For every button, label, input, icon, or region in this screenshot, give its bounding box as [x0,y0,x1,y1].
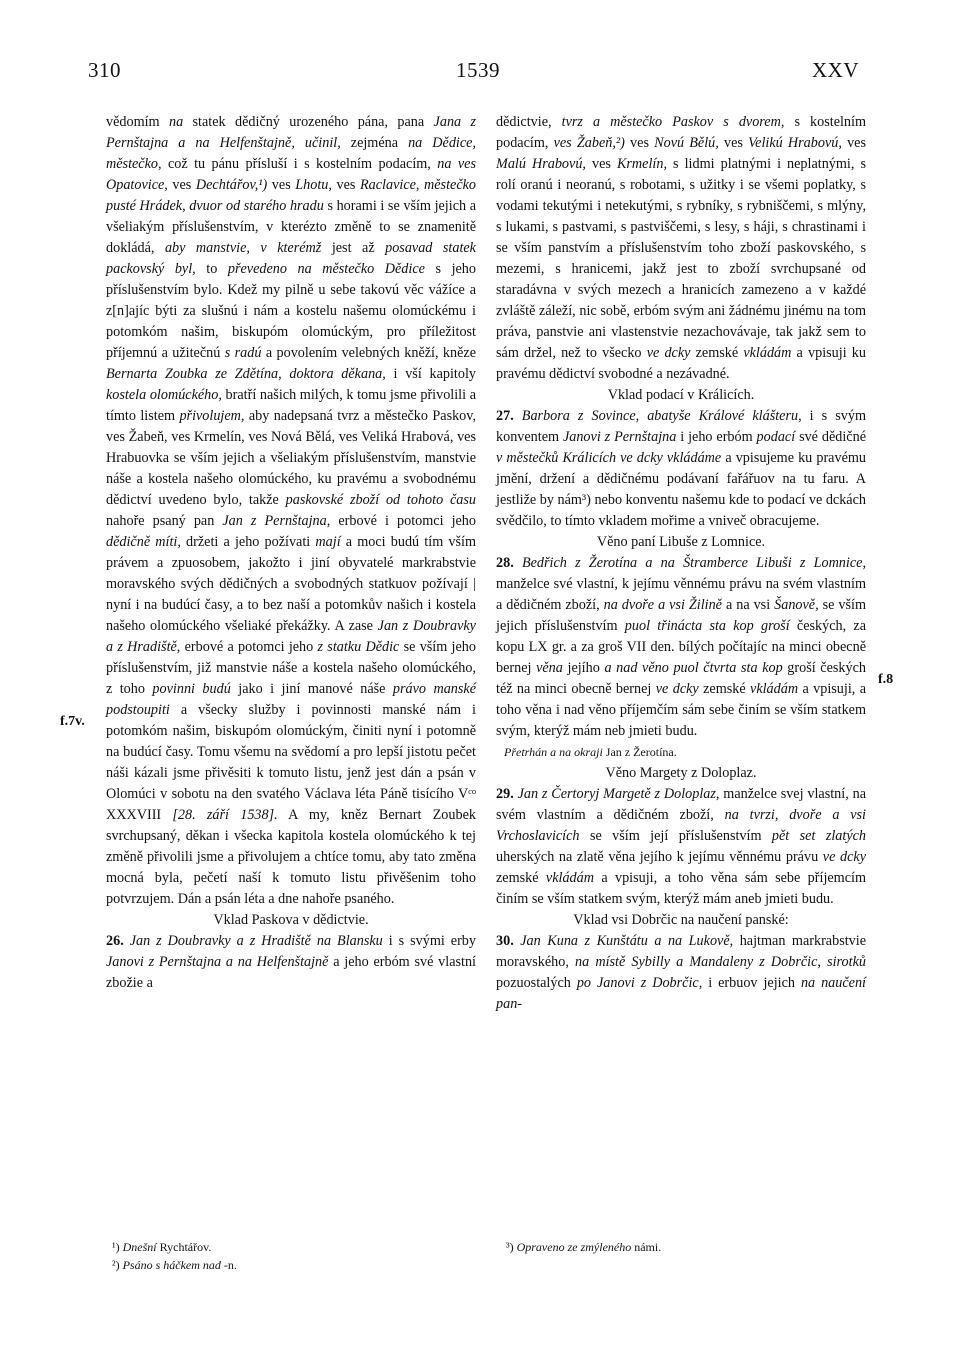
footnote: ¹) Dnešní Rychtářov. [112,1240,212,1254]
left-paragraph: vědomím na statek dědičný urozeného pána, pana Jana z Pernštajna a na Helfenštajně, učinil, zejména na Dědice, městečko, což tu pánu přísluší i s kostelním podacím, na ves Opatovice, ves Dechtářov,¹) ves Lhotu, ves Raclavice, městečko pusté Hrádek, dvuor od starého hradu s horami i se vším jejich a všeliakým příslušenstvím, v kterézto změně to se znamenitě dokládá, aby manstvie, v kterémž jest až posavad statek packovský byl, to převedeno na městečko Dědice s jeho příslušenstvím bylo. Kdež my pilně u sebe takovú věc vážíce a z[n]ajíc býti za slušnú i nám a kostelu našemu olomúckému i potomkóm našim, biskupóm olomúckým, pro příležitost příjemnú a užitečnú s radú a povolením velebných kněží, kněze Bernarta Zoubka ze Zdětína, doktora děkana, i vší kapitoly kostela olomúckého, bratří našich milých, k tomu jsme přivolili a tímto listem přivolujem, aby nadepsaná tvrz a městečko Paskov, ves Žabeň, ves Krmelín, ves Nová Bělá, ves Veliká Hrabová, ves Hrabuovka se vším jejich a všeliakým příslušenstvím, manstvie náše a kostela našeho olomúckého, ku pravému a svobodnému dědictví uvedeno bylo, takže paskovské zboží od tohoto času nahoře psaný pan Jan z Pernštajna, erbové i potomci jeho dědičně míti, držeti a jeho požívati mají a moci budú tím vším právem a zpuosobem, jakožto i jiní obyvatelé markrabstvie moravského svých dědičných a svobodných statkuov požívají | nyní i na budúcí časy, a to bez naší a potomkův našich i kostela našeho olomúckého všeliaké překážky. A zase Jan z Doubravky a z Hradiště, erbové a potomci jeho z statku Dědic se vším jeho příslušenstvím, již manstvie náše a kostela našeho olomúckého, z toho povinni budú jako i jiní manové náše právo manské podstoupiti a všecky služby i povinnosti manské nám i potomkóm našim, biskupóm olomúckým, činiti nyní i potomně na budúcí časy. Tomu všemu na svědomí a pro lepší jistotu pečet náši kázali jsme přivěsiti k tomuto listu, jenž jest dán a psán v Olomúci v sobotu na den svatého Václava léta Páně tisícího Vᶜᵒ XXXVIII [28. září 1538]. A my, kněz Bernart Zoubek svrchupsaný, děkan i všecka kapitola kostela olomúckého k tej změně přivolili jsme a přivolujem a chtíce tomu, aby tato změna mocná byla, pečetí naší k tomuto listu přivěšenim toho potvrzujem. Dán a psán léta a dne nahoře psaného. [106,114,477,907]
left-paragraph: 26. Jan z Doubravky a z Hradiště na Blansku i s svými erby Janovi z Pernštajna a na Helfenštajně a jeho erbóm své vlastní zbožie a [106,933,476,991]
right-column [496,112,866,1015]
right-section-heading: Vklad podací v Králicích. [607,387,755,403]
right-paragraph: dědictvie, tvrz a městečko Paskov s dvorem, s kostelním podacím, ves Žabeň,²) ves Novú Bělú, ves Velikú Hrabovú, ves Malú Hrabovú, ves Krmelín, s lidmi platnými i neplatnými, s rolí oranú i neoranú, s robotami, s užitky i se všemi poplatky, s vodami tekutými i netekutými, s rybníky, s rybniščemi, s mlýny, s lukami, s pastvami, s pastviščemi, s lesy, s háji, s chrastinami i se vším panstvím a příslušenstvím toho zboží paskovského, s mezemi, s hranicemi, jakž jest to zboží svrchupsané od staradávna v svých mezech a hranicích zamezeno a v každé zvláště záleží, nic sobě, erbóm svým ani žádnému jinému na tom práva, panstvie ani vlastenstvie nezachovávaje, tak jakž sem to sám držel, než to všecko ve dcky zemské vkládám a vpisuji ku pravému dědictví svobodné a nezávadné. [496,114,867,382]
right-paragraph: 30. Jan Kuna z Kunštátu a na Lukově, hajtman markrabstvie moravského, na místě Sybilly a Mandaleny z Dobrčic, sirotků pozuostalých po Janovi z Dobrčic, i erbuov jejich na naučení pan- [496,933,866,1012]
right-paragraph: 27. Barbora z Sovince, abatyše Králové klášteru, i s svým konventem Janovi z Pernštajna i jeho erbóm podací své dědičné v městečků Králicích ve dcky vkládáme a vpisujeme ku pravému jmění, držení a dědičnému podávaní fařářuov na tu faru. A jestliže by nám³) nebo konventu našemu kde to podací ve dckách svědčilo, to tímto vkladem mořime a vniveč obracujeme. [496,408,866,529]
year-heading: 1539 [456,58,500,82]
right-section-heading: Vklad vsi Dobrčic na naučení panské: [573,912,789,928]
right-section-heading: Věno Margety z Doloplaz. [605,765,757,781]
left-section-heading: Vklad Paskova v dědictvie. [213,912,369,928]
right-paragraph: 28. Bedřich z Žerotína a na Štramberce Libuši z Lomnice, manželce své vlastní, k jejímu věnnému právu na svém vlastním a dědičném zboží, na dvoře a vsi Žilině a na vsi Šanově, se vším jejich příslušenstvím puol třinácta sta kop groší českých, za kopu LX gr. a za groš VII den. bílých počítajíc na minci obecně bernej věna jejího a nad věno puol čtvrta sta kop groší českých též na minci obecně bernej ve dcky zemské vkládám a vpisuji, a toho věna i nad věno příjemčím sám sebe činím se vším statkem svým, kterýž mám neb jmieti budu. [496,555,867,739]
right-section-heading: Věno paní Libuše z Lomnice. [596,534,766,550]
footnote: ³) Opraveno ze zmýleného námi. [506,1240,662,1254]
volume-number: XXV [812,58,859,82]
right-paragraph: 29. Jan z Čertoryj Margetě z Doloplaz, manželce svej vlastní, na svém vlastním a dědičném zboží, na tvrzi, dvoře a vsi Vrchoslavicích se vším její příslušenstvím pět set zlatých uherských na zlatě věna jejího k jejímu věnnému právu ve dcky zemské vkládám a vpisuji, a toho věna sám sebe příjemcím činím se vším statkem svým, kterýž mám aneb jmieti budu. [496,786,867,907]
page-number: 310 [88,58,121,82]
footnote: ²) Psáno s háčkem nad -n. [112,1258,237,1272]
right-note: Přetrhán a na okraji Jan z Žerotína. [504,745,677,759]
left-column [106,112,476,994]
folio-mark-left: f.7v. [60,714,85,729]
footnotes-left [112,1238,237,1274]
folio-mark-right: f.8 [878,672,894,687]
footnotes-right [506,1238,661,1256]
